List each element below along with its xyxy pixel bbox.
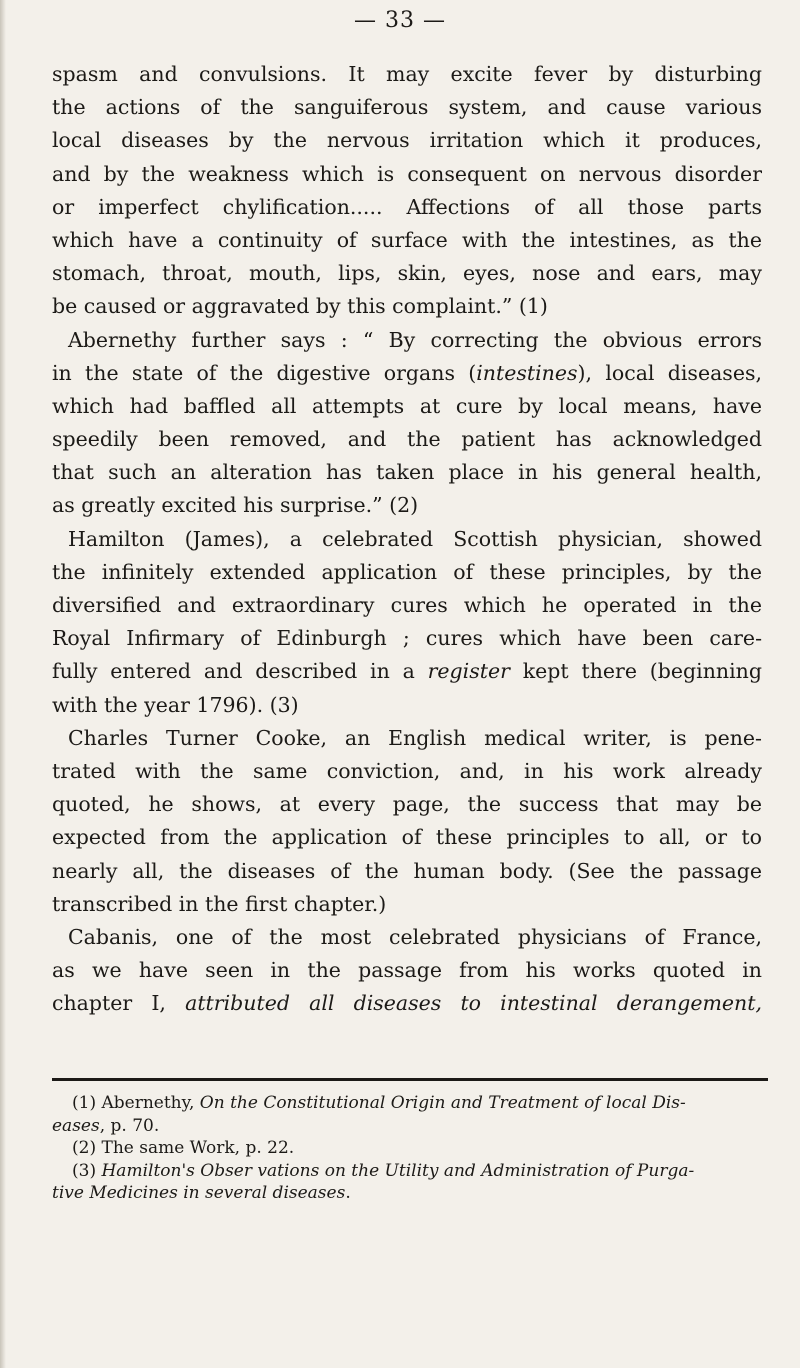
text-line: expected from the application of these principles to all, or to bbox=[52, 825, 762, 850]
text-line: or imperfect chylification..... Affections of all those parts bbox=[52, 194, 762, 219]
text-line: be caused or aggravated by this complaint.” (1) bbox=[52, 294, 548, 319]
text-line: Cabanis, one of the most celebrated physicians of France, bbox=[68, 924, 762, 949]
page-edge-shadow bbox=[0, 0, 6, 1368]
text-line: Royal Infirmary of Edinburgh ; cures which have been care- bbox=[52, 626, 762, 651]
text-line: which have a continuity of surface with the intestines, as the bbox=[52, 227, 762, 252]
text-line: which had baffled all attempts at cure by local means, have bbox=[52, 393, 762, 418]
footnote-title: tive Medicines in several diseases bbox=[52, 1183, 346, 1203]
text-segment: kept there (beginning bbox=[509, 659, 762, 684]
footnote-title: eases bbox=[52, 1115, 100, 1136]
text-line: as greatly excited his surprise.” (2) bbox=[52, 493, 419, 518]
text-line: local diseases by the nervous irritation which it produces, bbox=[52, 128, 762, 153]
footnote-title: Hamilton's Obser vations on the Utility and Administration of Purga- bbox=[101, 1160, 695, 1181]
text-line: diversified and extraordinary cures which he operated in the bbox=[52, 593, 762, 617]
text-line: that such an alteration has taken place in his general health, bbox=[52, 460, 762, 485]
text-line: spasm and convulsions. It may excite fever by disturbing bbox=[52, 62, 762, 86]
text-line: quoted, he shows, at every page, the success that may be bbox=[52, 792, 762, 817]
footnote-1-cont bbox=[52, 1115, 768, 1138]
italic-term: register bbox=[427, 659, 510, 684]
italic-term: intestines bbox=[476, 360, 578, 385]
text-line: as we have seen in the passage from his works quoted in bbox=[52, 958, 762, 983]
text-line: transcribed in the first chapter.) bbox=[52, 891, 387, 916]
footnote-text: . bbox=[345, 1183, 351, 1203]
text-segment: fully entered and described in a bbox=[52, 659, 428, 684]
footnote-text: (3) bbox=[72, 1160, 102, 1181]
text-line: the infinitely extended application of these principles, by the bbox=[52, 559, 762, 584]
text-line: with the year 1796). (3) bbox=[52, 692, 299, 717]
text-line: and by the weakness which is consequent on nervous disorder bbox=[52, 161, 762, 186]
text-line bbox=[52, 655, 762, 688]
text-segment: ), local diseases, bbox=[577, 360, 762, 385]
text-line bbox=[52, 357, 762, 390]
footnote-title: On the Constitutional Origin and Treatment of local Dis- bbox=[199, 1093, 686, 1113]
footnote-3-cont bbox=[52, 1182, 768, 1205]
footnote-2: (2) The same Work, p. 22. bbox=[72, 1138, 295, 1158]
text-segment: in the state of the digestive organs ( bbox=[52, 360, 477, 385]
text-line: trated with the same conviction, and, in his work already bbox=[52, 758, 762, 783]
footnote-3 bbox=[52, 1160, 768, 1183]
body-text bbox=[52, 58, 762, 1020]
footnote-text: , p. 70. bbox=[99, 1115, 160, 1136]
footnote-1 bbox=[52, 1092, 768, 1115]
text-line: speedily been removed, and the patient has acknowledged bbox=[52, 427, 762, 452]
text-line: stomach, throat, mouth, lips, skin, eyes, nose and ears, may bbox=[52, 261, 762, 286]
footnote-text: (1) Abernethy, bbox=[72, 1093, 200, 1113]
text-line: nearly all, the diseases of the human body. (See the passage bbox=[52, 858, 762, 883]
footnotes bbox=[52, 1092, 768, 1205]
text-segment: chapter I, bbox=[52, 991, 186, 1016]
text-line: Abernethy further says : “ By correcting the obvious errors bbox=[68, 327, 762, 352]
text-line bbox=[52, 987, 762, 1020]
text-line: Charles Turner Cooke, an English medical writer, is pene- bbox=[68, 725, 762, 750]
footnote-divider bbox=[52, 1078, 768, 1081]
text-line: the actions of the sanguiferous system, and cause various bbox=[52, 95, 762, 120]
italic-phrase: attributed all diseases to intestinal derangement, bbox=[185, 991, 762, 1016]
page-number: — 33 — bbox=[354, 8, 446, 33]
text-line: Hamilton (James), a celebrated Scottish physician, showed bbox=[68, 526, 762, 551]
